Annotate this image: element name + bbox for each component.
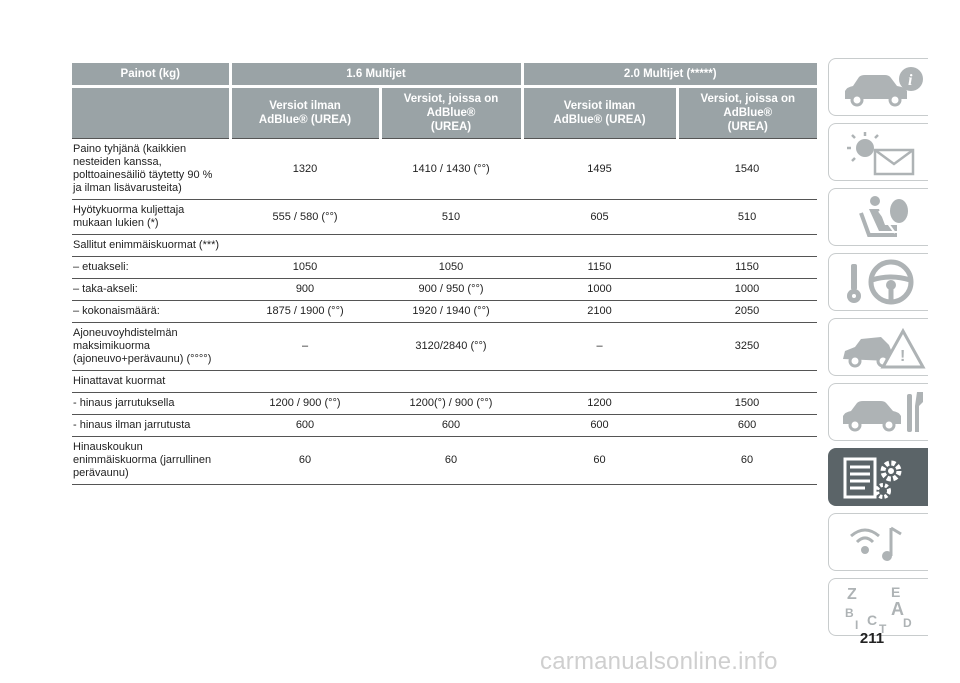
row-label: - hinaus jarrutuksella [72, 393, 230, 415]
header-20-no-adblue: Versiot ilman AdBlue® (UREA) [522, 87, 677, 139]
row-value: 1920 / 1940 (°°) [380, 301, 522, 323]
row-value: 900 / 950 (°°) [380, 279, 522, 301]
table-row [72, 200, 817, 235]
row-value: 1200 [522, 393, 677, 415]
table-row [72, 323, 817, 371]
row-value: 1000 [677, 279, 817, 301]
warning-lights-mail-icon [839, 128, 927, 178]
row-value: 1540 [677, 139, 817, 200]
alphabet-letter: B [845, 606, 854, 620]
header-20-adblue: Versiot, joissa on AdBlue® (UREA) [677, 87, 817, 139]
table-row [72, 371, 817, 393]
alphabet-letter: D [903, 616, 912, 630]
row-value: 900 [230, 279, 380, 301]
tab-technical-data[interactable] [828, 448, 928, 506]
row-value: 60 [677, 437, 817, 485]
table-row [72, 279, 817, 301]
row-label: – taka-akseli: [72, 279, 230, 301]
row-value [677, 235, 817, 257]
row-value: 60 [380, 437, 522, 485]
row-value: – [230, 323, 380, 371]
row-value: 1000 [522, 279, 677, 301]
row-label: – etuakseli: [72, 257, 230, 279]
tab-emergency[interactable] [828, 318, 928, 376]
watermark: carmanualsonline.info [540, 648, 778, 675]
row-value: 510 [380, 200, 522, 235]
row-value [522, 235, 677, 257]
row-label: Ajoneuvoyhdistelmän maksimikuorma (ajoneuvo+perävaunu) (°°°°) [72, 323, 230, 371]
row-value: 3250 [677, 323, 817, 371]
tab-warning-lights[interactable] [828, 123, 928, 181]
tab-starting-driving[interactable] [828, 253, 928, 311]
header-weights: Painot (kg) [72, 63, 230, 87]
radio-music-icon [839, 518, 927, 568]
table-row [72, 415, 817, 437]
row-value [380, 235, 522, 257]
row-value: 60 [522, 437, 677, 485]
specs-list-gear-icon [839, 453, 927, 503]
row-value [230, 371, 380, 393]
row-value [230, 235, 380, 257]
row-value: 600 [522, 415, 677, 437]
header-blank [72, 87, 230, 139]
row-value: 1200 / 900 (°°) [230, 393, 380, 415]
row-label: Hyötykuorma kuljettaja mukaan lukien (*) [72, 200, 230, 235]
alphabet-index-icon [839, 583, 927, 633]
row-value: 510 [677, 200, 817, 235]
header-16-adblue: Versiot, joissa on AdBlue® (UREA) [380, 87, 522, 139]
svg-text:!: ! [900, 348, 906, 365]
table-row [72, 235, 817, 257]
weights-table [72, 63, 817, 485]
row-value: 1495 [522, 139, 677, 200]
row-value: 1050 [230, 257, 380, 279]
alphabet-letter: T [879, 622, 887, 633]
row-label: – kokonaismäärä: [72, 301, 230, 323]
row-label: Hinattavat kuormat [72, 371, 230, 393]
header-engine-20: 2.0 Multijet (*****) [522, 63, 817, 87]
row-label: - hinaus ilman jarrutusta [72, 415, 230, 437]
key-steering-wheel-icon [839, 258, 927, 308]
row-value: 1050 [380, 257, 522, 279]
row-value: 600 [677, 415, 817, 437]
row-value: 1875 / 1900 (°°) [230, 301, 380, 323]
table-row [72, 139, 817, 200]
row-value: 2050 [677, 301, 817, 323]
row-value: 1150 [677, 257, 817, 279]
row-label: Sallitut enimmäiskuormat (***) [72, 235, 230, 257]
tab-service[interactable] [828, 383, 928, 441]
car-info-icon [839, 63, 927, 113]
tab-multimedia[interactable] [828, 513, 928, 571]
row-value: 1410 / 1430 (°°) [380, 139, 522, 200]
table-row [72, 301, 817, 323]
row-value: 1200(°) / 900 (°°) [380, 393, 522, 415]
row-value: – [522, 323, 677, 371]
alphabet-letter: Z [847, 586, 857, 603]
row-value: 1500 [677, 393, 817, 415]
row-value: 600 [380, 415, 522, 437]
alphabet-letter: A [891, 599, 904, 619]
row-value: 555 / 580 (°°) [230, 200, 380, 235]
table-row [72, 257, 817, 279]
row-value: 1320 [230, 139, 380, 200]
row-value: 605 [522, 200, 677, 235]
svg-text:i: i [908, 72, 913, 89]
table-row [72, 437, 817, 485]
header-16-no-adblue: Versiot ilman AdBlue® (UREA) [230, 87, 380, 139]
alphabet-letter: C [867, 612, 878, 628]
row-value [522, 371, 677, 393]
table-row [72, 393, 817, 415]
tab-index[interactable] [828, 578, 928, 636]
row-value: 2100 [522, 301, 677, 323]
header-row-versions [72, 87, 817, 139]
page-number: 211 [859, 630, 885, 647]
car-accident-warning-icon [839, 323, 927, 373]
row-value: 60 [230, 437, 380, 485]
alphabet-letter: I [855, 618, 859, 632]
seat-airbag-icon [839, 193, 927, 243]
row-value: 600 [230, 415, 380, 437]
row-value: 1150 [522, 257, 677, 279]
header-engine-16: 1.6 Multijet [230, 63, 522, 87]
row-label: Hinauskoukun enimmäiskuorma (jarrullinen perävaunu) [72, 437, 230, 485]
alphabet-letter: E [891, 584, 901, 600]
row-value [380, 371, 522, 393]
header-row-engines [72, 63, 817, 87]
car-tools-icon [839, 388, 927, 438]
row-value [677, 371, 817, 393]
row-value: 3120/2840 (°°) [380, 323, 522, 371]
tab-car-info[interactable] [828, 58, 928, 116]
row-label: Paino tyhjänä (kaikkien nesteiden kanssa, polttoainesäiliö täytetty 90 % ja ilman lisävarusteita) [72, 139, 230, 200]
tab-safety[interactable] [828, 188, 928, 246]
